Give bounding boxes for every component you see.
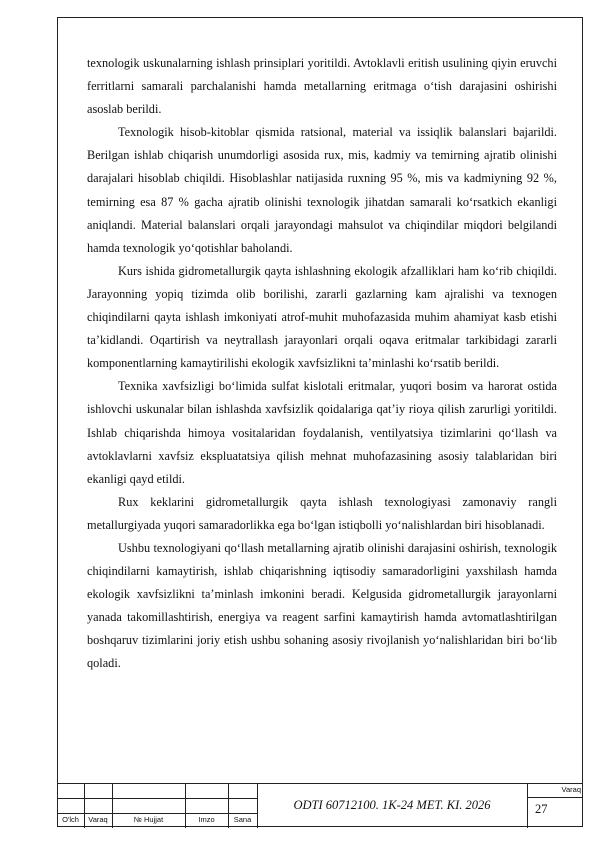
document-code: ODTI 60712100. 1K-24 MET. KI. 2026	[293, 798, 491, 812]
col-sana: Sana	[233, 815, 252, 824]
paragraph-4: Texnika xavfsizligi bo‘limida sulfat kislotali eritmalar, yuqori bosim va harorat ostida ishlovchi uskunalar bilan ishlashda xavfsizlik qoidalariga qat’iy rioya qilish zarurligi yoritildi. Ishlab chiqarishda himoya vositalaridan foydalanish, ventilyatsiya tizimlarini qo‘llash va avtoklavlarni xavfsiz ekspluatatsiya qilish mehnat muhofazasining asosiy talablaridan biri ekanligi qayd etildi.	[87, 379, 557, 486]
stamp-row-line	[57, 798, 257, 799]
col-olch: O'lch	[62, 815, 79, 824]
sheet-number: 27	[535, 802, 548, 816]
stamp-row-line	[527, 797, 583, 798]
title-block-stamp	[57, 783, 583, 828]
col-hujjat: № Hujjat	[133, 815, 164, 824]
paragraph-5: Rux keklarini gidrometallurgik qayta ishlash texnologiyasi zamonaviy rangli metallurgiyada yuqori samaradorlikka ega bo‘lgan istiqbolli yo‘nalishlardan biri hisoblanadi.	[87, 494, 557, 532]
sheet-label: Varaq	[561, 785, 581, 794]
paragraph-6: Ushbu texnologiyani qo‘llash metallarning ajratib olinishi darajasini oshirish, texnologik chiqindilarni kamaytirish, ishlab chiqarishning iqtisodiy samaradorligini yaxshilash hamda ekologik xavfsizlikni ta’minlash imkonini beradi. Kelgusida gidrometallurgik jarayonlarni yanada takomillashtirish, energiya va reagent sarfini kamaytirish hamda avtomatlashtirilgan boshqaruv tizimlarini joriy etish ushbu sohaning asosiy rivojlanish yo‘nalishlaridan biri bo‘lib qoladi.	[87, 540, 557, 671]
stamp-row-line	[57, 813, 257, 814]
col-imzo: Imzo	[198, 815, 215, 824]
col-varaq: Varaq	[88, 815, 108, 824]
paragraph-3: Kurs ishida gidrometallurgik qayta ishlashning ekologik afzalliklari ham ko‘rib chiqildi. Jarayonning yopiq tizimda olib borilishi, zararli gazlarning kam ajralishi va texnogen chiqindilarni qayta ishlash imkoniyati atrof-muhit muhofazasida muhim ahamiyat kasb etishi ta’kidlandi. Oqartirish va neytrallash jarayonlari orqali oqava eritmalar tarkibidagi zararli komponentlarning kamaytirilishi ekologik xavfsizlikni ta’minlashi ko‘rsatib berildi.	[87, 263, 557, 371]
paragraph-1: texnologik uskunalarning ishlash prinsiplari yoritildi. Avtoklavli eritish usulining qiyin eruvchi ferritlarni samarali parchalanishi hamda metallarning eritmaga o‘tish darajasini oshirishi asoslab berildi.	[87, 56, 557, 117]
document-body	[87, 52, 557, 676]
paragraph-2: Texnologik hisob-kitoblar qismida ratsional, material va issiqlik balanslari bajarildi. Berilgan ishlab chiqarish unumdorligi asosida rux, mis, kadmiy va temirning ajratib olinishi darajalari hisoblab chiqildi. Hisoblashlar natijasida ruxning 95 %, mis va kadmiyning 92 %, temirning esa 87 % gacha ajratib olinishi texnologik jihatdan samarali ko‘rsatkich ekanligi aniqlandi. Material balanslari orqali jarayondagi mahsulot va chiqindilar miqdori belgilandi hamda texnologik yo‘qotishlar baholandi.	[87, 125, 557, 255]
